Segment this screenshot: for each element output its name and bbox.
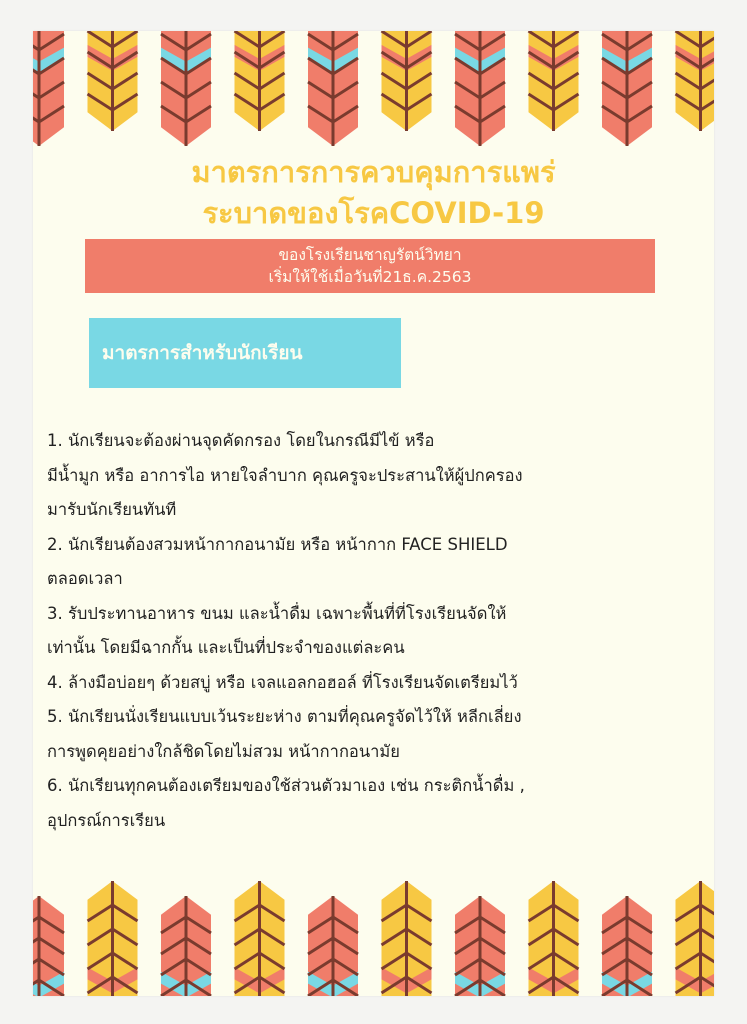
section-title: มาตรการสำหรับนักเรียน	[102, 342, 303, 364]
measure-line: มีน้ำมูก หรือ อาการไอ หายใจลำบาก คุณครูจะประสานให้ผู้ปกครอง	[47, 465, 523, 485]
measure-line: 1. นักเรียนจะต้องผ่านจุดคัดกรอง โดยในกรณีมีไข้ หรือ	[47, 431, 435, 450]
feather-shape	[88, 31, 138, 131]
feather-shape	[88, 881, 138, 996]
feather-shape	[676, 881, 715, 996]
measure-line: มารับนักเรียนทันที	[47, 500, 177, 519]
section-heading-box	[89, 318, 401, 388]
school-name: ของโรงเรียนชาญรัตน์วิทยา	[278, 246, 462, 264]
effective-date: เริ่มให้ใช้เมื่อวันที่21ธ.ค.2563	[268, 268, 472, 286]
feather-shape	[529, 31, 579, 131]
measure-item	[47, 769, 707, 838]
covid-measures-poster	[33, 31, 714, 996]
school-info-box	[85, 239, 655, 293]
feather-shape	[235, 881, 285, 996]
measure-item	[47, 597, 707, 666]
feather-shape	[308, 31, 358, 146]
measure-line: อุปกรณ์การเรียน	[47, 810, 166, 830]
measure-line: 3. รับประทานอาหาร ขนม และน้ำดื่ม เฉพาะพื้นที่ที่โรงเรียนจัดให้	[47, 603, 507, 623]
feather-shape	[455, 896, 505, 996]
feather-shape	[33, 896, 64, 996]
measure-line: ตลอดเวลา	[47, 569, 123, 588]
measure-item	[47, 528, 707, 597]
feather-border-bottom	[33, 876, 714, 996]
feather-border-top	[33, 31, 714, 151]
feather-shape	[161, 896, 211, 996]
poster-title-line1: มาตรการการควบคุมการแพร่	[191, 155, 556, 189]
feather-shape	[455, 31, 505, 146]
feather-shape	[676, 31, 715, 131]
measure-line: เท่านั้น โดยมีฉากกั้น และเป็นที่ประจำของแต่ละคน	[47, 638, 405, 657]
measure-item	[47, 700, 707, 769]
feather-shape	[161, 31, 211, 146]
feather-shape	[602, 31, 652, 146]
feather-shape	[602, 896, 652, 996]
feather-shape	[235, 31, 285, 131]
measure-item	[47, 424, 707, 528]
feather-shape	[33, 31, 64, 146]
poster-title-line2: ระบาดของโรคCOVID-19	[202, 196, 545, 230]
measures-list	[47, 424, 707, 838]
measure-line: 4. ล้างมือบ่อยๆ ด้วยสบู่ หรือ เจลแอลกอฮอล์ ที่โรงเรียนจัดเตรียมไว้	[47, 672, 518, 692]
feather-shape	[382, 31, 432, 131]
measure-line: การพูดคุยอย่างใกล้ชิดโดยไม่สวม หน้ากากอนามัย	[47, 741, 400, 761]
measure-line: 6. นักเรียนทุกคนต้องเตรียมของใช้ส่วนตัวมาเอง เช่น กระติกน้ำดื่ม ,	[47, 776, 525, 795]
feather-shape	[382, 881, 432, 996]
measure-line: 5. นักเรียนนั่งเรียนแบบเว้นระยะห่าง ตามที่คุณครูจัดไว้ให้ หลีกเลี่ยง	[47, 707, 522, 726]
measure-item	[47, 666, 707, 701]
feather-shape	[308, 896, 358, 996]
feather-shape	[529, 881, 579, 996]
measure-line: 2. นักเรียนต้องสวมหน้ากากอนามัย หรือ หน้ากาก FACE SHIELD	[47, 534, 508, 554]
